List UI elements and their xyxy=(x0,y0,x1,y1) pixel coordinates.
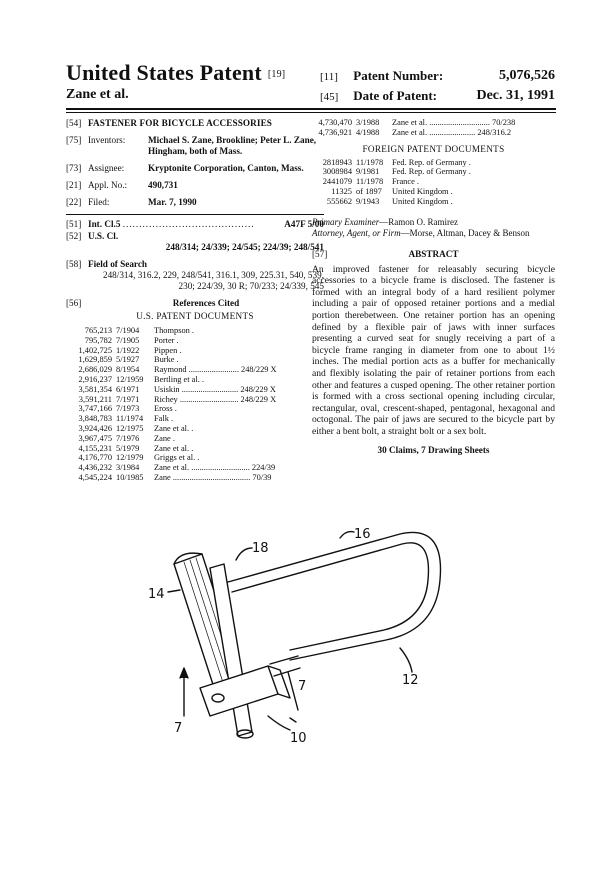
attorney-value: —Morse, Altman, Dacey & Benson xyxy=(400,227,530,238)
us-ref-cont-num: 4,730,470 xyxy=(318,118,352,127)
us-ref-num: 3,581,354 xyxy=(78,384,112,394)
us-ref-row xyxy=(66,424,324,434)
label-14: 14 xyxy=(148,587,165,602)
us-ref-name: Zane . xyxy=(154,433,175,443)
leader-10b xyxy=(290,718,296,722)
uscl-line xyxy=(88,231,324,253)
us-ref-num: 3,591,211 xyxy=(78,394,112,404)
us-ref-date: 7/1973 xyxy=(116,404,140,414)
foreign-ref-num: 11325 xyxy=(331,186,352,196)
us-ref-date: 10/1985 xyxy=(116,472,144,482)
foreign-ref-name: United Kingdom . xyxy=(392,186,453,196)
us-ref-name: Burke . xyxy=(154,355,179,365)
date-of-patent-line xyxy=(320,88,555,104)
us-ref-row xyxy=(66,404,324,414)
us-ref-row xyxy=(66,463,324,473)
header-rule-thin xyxy=(66,112,556,113)
us-ref-num: 3,848,783 xyxy=(78,414,112,424)
us-ref-num: 4,155,231 xyxy=(78,443,112,453)
us-ref-row xyxy=(66,414,324,424)
us-ref-name: Zane ..................................... 70/39 xyxy=(154,472,272,482)
leader-18 xyxy=(236,548,252,560)
biblio-field xyxy=(66,259,324,292)
us-ref-name: Zane et al. . xyxy=(154,423,194,433)
intcl-line xyxy=(88,219,324,230)
abstract-text: An improved fastener for releasably securing bicycle accessories to a bicycle frame is disclosed. The fastener is formed with an integral body of a hard resilient polymer including a pair of opposed retainer portions and a medial portion therebetween. One retainer portion has an opening defined by a flexible pair of jaws with inner surfaces presenting a curved seat for snugly receiving a part of a bicycle frame ranging in diameter from one to about 1½ inches. The medial portion acts as a buffer for mechanically and flexibly isolating the pair of retainer portions from each other and features a cusped opening. The other retainer portion is formed with a cross sectional opening including circular, rectangular, oval, crescent-shaped, pentagonal, hexagonal and octogonal. The pair of jaws are secured to the bicycle part by either a bent bolt, a straight bolt or a sex bolt. xyxy=(312,263,555,437)
us-ref-cont-date: 3/1988 xyxy=(356,118,380,127)
date-of-patent: Dec. 31, 1991 xyxy=(476,88,555,103)
us-ref-date: 7/1976 xyxy=(116,433,140,443)
us-ref-num: 4,176,770 xyxy=(78,453,112,463)
us-ref-cont-row xyxy=(312,128,555,138)
foreign-ref-date: 11/1978 xyxy=(356,157,384,167)
leader-16 xyxy=(340,532,354,538)
field-label: Field of Search xyxy=(88,259,148,269)
us-ref-num: 4,436,232 xyxy=(78,463,112,473)
foreign-ref-name: United Kingdom . xyxy=(392,196,453,206)
us-ref-name: Raymond ........................ 248/229 X xyxy=(154,365,277,375)
us-ref-name: Falk . xyxy=(154,414,174,424)
biblio-assignee xyxy=(66,163,324,174)
primary-examiner-value: —Ramon O. Ramirez xyxy=(379,216,458,227)
filed-label: Filed: xyxy=(88,197,110,207)
date-label: Date of Patent: xyxy=(353,88,437,103)
us-ref-name: Zane et al. ............................ 224/39 xyxy=(154,463,276,473)
us-ref-num: 3,967,475 xyxy=(78,433,112,443)
biblio-appl xyxy=(66,180,324,191)
attorney-label: Attorney, Agent, or Firm xyxy=(312,227,401,238)
foreign-ref-date: 11/1978 xyxy=(356,177,384,187)
foreign-ref-num: 2441079 xyxy=(322,177,352,187)
us-ref-num: 1,402,725 xyxy=(78,345,112,355)
us-ref-date: 12/1979 xyxy=(116,453,144,463)
examiner-block xyxy=(312,217,555,239)
foreign-ref-row xyxy=(312,187,555,197)
us-ref-row xyxy=(66,385,324,395)
invention-title: FASTENER FOR BICYCLE ACCESSORIES xyxy=(88,118,273,128)
us-ref-name: Usiskin ........................... 248/229 X xyxy=(154,384,276,394)
us-ref-date: 6/1971 xyxy=(116,384,140,394)
assignee-value: Kryptonite Corporation, Canton, Mass. xyxy=(148,163,304,173)
section-arrow xyxy=(180,668,188,678)
us-ref-num: 4,545,224 xyxy=(78,472,112,482)
inventors-label: Inventors: xyxy=(88,135,126,145)
code-21: [21] xyxy=(66,180,82,190)
primary-examiner-label: Primary Examiner xyxy=(312,216,380,227)
appl-value: 490,731 xyxy=(148,180,178,190)
claims-summary: 30 Claims, 7 Drawing Sheets xyxy=(377,445,490,456)
us-ref-row xyxy=(66,395,324,405)
us-ref-date: 8/1954 xyxy=(116,365,140,375)
us-ref-row xyxy=(66,346,324,356)
patent-number-line xyxy=(320,68,555,84)
us-ref-num: 3,747,166 xyxy=(78,404,112,414)
foreign-ref-name: France . xyxy=(392,177,419,187)
refs-title: References Cited xyxy=(172,298,240,308)
foreign-ref-date: 9/1943 xyxy=(356,196,380,206)
foreign-ref-num: 3008984 xyxy=(322,167,352,177)
left-column xyxy=(66,118,324,483)
patent-number-code: [11] xyxy=(320,71,338,83)
shackle-inner xyxy=(232,543,428,650)
biblio-intcl xyxy=(66,219,324,230)
code-58: [58] xyxy=(66,259,82,269)
date-code: [45] xyxy=(320,91,339,103)
us-ref-date: 11/1974 xyxy=(116,414,144,424)
us-ref-cont-date: 4/1988 xyxy=(356,127,380,137)
foreign-ref-row xyxy=(312,177,555,187)
us-ref-num: 2,686,029 xyxy=(78,365,112,375)
code-73: [73] xyxy=(66,163,82,173)
right-column xyxy=(312,118,555,456)
us-ref-cont-row xyxy=(312,118,555,128)
appl-label: Appl. No.: xyxy=(88,180,128,190)
leader-10 xyxy=(268,716,290,730)
code-51: [51] xyxy=(66,219,82,229)
us-ref-num: 3,924,426 xyxy=(78,423,112,433)
field-line xyxy=(88,259,324,292)
label-7a: 7 xyxy=(174,721,183,736)
intcl-value: A47F 5/00 xyxy=(284,219,324,229)
us-refs-cont-list xyxy=(312,118,555,138)
title-text: United States Patent xyxy=(66,60,262,85)
us-ref-name: Pippen . xyxy=(154,345,182,355)
patent-figure xyxy=(140,520,470,770)
us-ref-row xyxy=(66,336,324,346)
code-22: [22] xyxy=(66,197,82,207)
us-ref-cont-name: Zane et al. ............................. 70/238 xyxy=(392,118,516,127)
us-ref-row xyxy=(66,375,324,385)
us-ref-row xyxy=(66,326,324,336)
foreign-ref-row xyxy=(312,197,555,207)
code-52: [52] xyxy=(66,231,82,241)
patent-number: 5,076,526 xyxy=(499,68,555,83)
biblio-inventors xyxy=(66,135,324,157)
attorney xyxy=(312,228,555,239)
uscl-value: 248/314; 24/339; 24/545; 224/39; 248/541 xyxy=(165,242,324,252)
us-ref-row xyxy=(66,473,324,483)
us-ref-date: 7/1904 xyxy=(116,326,140,335)
us-refs-list xyxy=(66,326,324,483)
us-ref-num: 2,916,237 xyxy=(78,374,112,384)
us-ref-num: 1,629,859 xyxy=(78,355,112,365)
filed-value: Mar. 7, 1990 xyxy=(148,197,197,207)
abstract-title: ABSTRACT xyxy=(408,248,459,259)
foreign-ref-row xyxy=(312,158,555,168)
foreign-ref-name: Fed. Rep. of Germany . xyxy=(392,157,471,167)
header-rule xyxy=(66,108,556,110)
section-line-7b xyxy=(288,672,298,710)
us-ref-name: Eross . xyxy=(154,404,177,414)
us-ref-num: 795,782 xyxy=(84,335,112,345)
intcl-dots: ........................................ xyxy=(122,219,255,229)
us-ref-date: 1/1922 xyxy=(116,345,140,355)
us-ref-name: Thompson . xyxy=(154,326,195,335)
primary-examiner xyxy=(312,217,555,228)
code-56: [56] xyxy=(66,298,82,308)
foreign-ref-name: Fed. Rep. of Germany . xyxy=(392,167,471,177)
abstract-header xyxy=(312,249,555,260)
leader-12 xyxy=(400,648,412,672)
us-ref-name: Porter . xyxy=(154,335,179,345)
us-ref-cont-name: Zane et al. ...................... 248/316.2 xyxy=(392,127,512,137)
us-ref-row xyxy=(66,355,324,365)
foreign-docs-title: FOREIGN PATENT DOCUMENTS xyxy=(362,143,505,154)
title-ref: [19] xyxy=(267,69,286,80)
us-docs-title: U.S. PATENT DOCUMENTS xyxy=(136,311,254,321)
inventor-short: Zane et al. xyxy=(66,87,129,102)
intcl-label: Int. Cl.5 xyxy=(88,219,121,229)
inventors-value: Michael S. Zane, Brookline; Peter L. Zane, Hingham, both of Mass. xyxy=(148,135,317,156)
biblio-uscl xyxy=(66,231,324,253)
us-ref-date: 12/1975 xyxy=(116,423,144,433)
us-ref-num: 765,213 xyxy=(84,326,112,335)
patent-title-heading xyxy=(66,60,285,86)
biblio-filed xyxy=(66,197,324,208)
foreign-ref-date: of 1897 xyxy=(356,186,382,196)
foreign-refs-list xyxy=(312,158,555,207)
biblio-divider xyxy=(66,214,324,215)
us-ref-date: 5/1927 xyxy=(116,355,140,365)
patent-number-label: Patent Number: xyxy=(353,68,444,83)
label-12: 12 xyxy=(402,673,419,688)
biblio-title xyxy=(66,118,324,129)
us-ref-name: Richey ............................ 248/229 X xyxy=(154,394,277,404)
us-ref-date: 7/1971 xyxy=(116,394,140,404)
abstract-header-spacer xyxy=(527,249,555,260)
us-ref-date: 5/1979 xyxy=(116,443,140,453)
field-value: 248/314, 316.2, 229, 248/541, 316.1, 309, 225.31, 540, 539, 230; 224/39, 30 R; 70/233; 24/339, 545 xyxy=(102,270,324,291)
refs-header-row xyxy=(66,298,324,309)
us-ref-name: Zane et al. . xyxy=(154,443,194,453)
us-ref-row xyxy=(66,444,324,454)
uscl-label: U.S. Cl. xyxy=(88,231,119,241)
us-ref-row xyxy=(66,365,324,375)
us-ref-cont-num: 4,736,921 xyxy=(318,127,352,137)
code-75: [75] xyxy=(66,135,82,145)
label-10: 10 xyxy=(290,731,307,746)
us-ref-date: 12/1959 xyxy=(116,374,144,384)
us-ref-name: Bertling et al. . xyxy=(154,374,205,384)
leader-14 xyxy=(168,590,180,592)
foreign-ref-num: 2818943 xyxy=(322,157,352,167)
label-16: 16 xyxy=(354,527,371,542)
us-ref-name: Griggs et al. . xyxy=(154,453,200,463)
label-18: 18 xyxy=(252,541,269,556)
us-ref-date: 3/1984 xyxy=(116,463,140,473)
us-ref-row xyxy=(66,434,324,444)
code-57: [57] xyxy=(312,248,328,259)
foreign-ref-date: 9/1981 xyxy=(356,167,380,177)
assignee-label: Assignee: xyxy=(88,163,125,173)
us-ref-date: 7/1905 xyxy=(116,335,140,345)
code-54: [54] xyxy=(66,118,82,128)
us-ref-row xyxy=(66,453,324,463)
foreign-ref-num: 555662 xyxy=(326,196,352,206)
label-7b: 7 xyxy=(298,679,307,694)
foreign-ref-row xyxy=(312,167,555,177)
